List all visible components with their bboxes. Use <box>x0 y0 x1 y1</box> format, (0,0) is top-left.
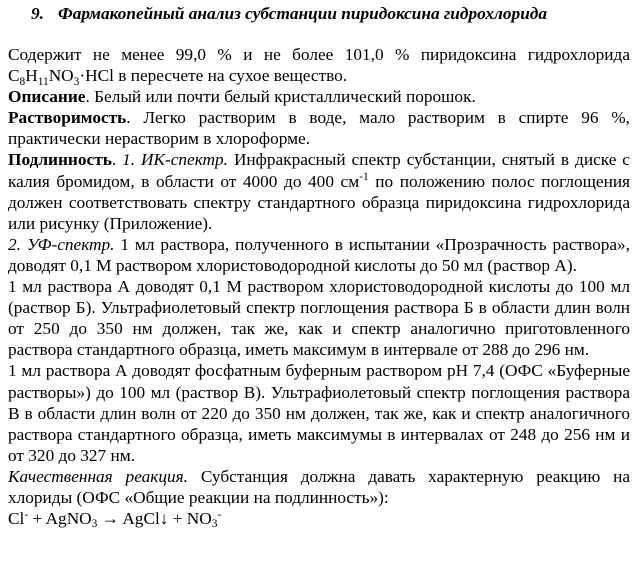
content-paragraph: Содержит не менее 99,0 % и не более 101,0 % пиридоксина гидрохлорида $C_8H_{11}NO_3\cdot HCl$ в пересчете на сухое вещество. <box>8 45 630 88</box>
chemical-formula: $C_8H_{11}NO_3\cdot HCl$ <box>8 66 114 88</box>
ir-spectrum-label: 1. ИК-спектр. <box>122 150 228 170</box>
qualitative-reaction-paragraph: Качественная реакция. Субстанция должна давать характерную реакцию на хлориды (ОФС «Общие реакции на подлинность»): <box>8 466 630 507</box>
reaction-equation: Cl- + AgNO$_3$ → AgCl↓ + $NO_3^-$ <box>8 508 222 531</box>
uv-spectrum-paragraph: 2. УФ-спектр. 1 мл раствора, полученного в испытании «Прозрачность раствора», доводят 0,1 М раствором хлористоводородной кислоты до 50 мл (раствор А). <box>8 234 630 275</box>
identification-paragraph: Подлинность. 1. ИК-спектр. Инфракрасный спектр субстанции, снятый в диске с калия бромидом, в области от 4000 до 400 $см^{-1}$ по положению полос поглощения должен соответствовать спектру стандартного образца пиридоксина гидрохлорида или рисунку (Приложение). <box>8 150 631 233</box>
qualitative-reaction-label: Качественная реакция. <box>8 466 188 486</box>
description-paragraph: Описание. Белый или почти белый кристаллический порошок. <box>8 87 476 107</box>
solution-b-paragraph: 1 мл раствора А доводят 0,1 М раствором хлористоводородной кислоты до 100 мл (раствор Б). Ультрафиолетовый спектр поглощения раствора Б в области длин волн от 250 до 350 нм должен, так же, как и спектр аналогично приготовленного раствора стандартного образца, иметь максимум в интервале от 288 до 296 нм. <box>8 277 630 360</box>
spacer <box>8 26 630 40</box>
section-number: 9. <box>31 4 44 23</box>
section-title: Фармакопейный анализ субстанции пиридоксина гидрохлорида <box>58 4 548 23</box>
uv-spectrum-label: 2. УФ-спектр. <box>8 234 115 254</box>
description-label: Описание <box>8 87 86 107</box>
section-heading <box>8 2 630 26</box>
solution-v-paragraph: 1 мл раствора А доводят фосфатным буферным раствором pH 7,4 (ОФС «Буферные растворы») до 100 мл (раствор В). Ультрафиолетовый спектр поглощения раствора В в области длин волн от 220 до 350 нм должен, так же, как и спектр аналогичного раствора стандартного образца, иметь максимумы в интервалах от 248 до 256 нм и от 320 до 327 нм. <box>8 361 630 465</box>
identification-label: Подлинность <box>8 150 112 170</box>
solubility-paragraph: Растворимость. Легко растворим в воде, мало растворим в спирте 96 %, практически нерастворим в хлороформе. <box>8 108 630 149</box>
solubility-label: Растворимость <box>8 108 127 128</box>
